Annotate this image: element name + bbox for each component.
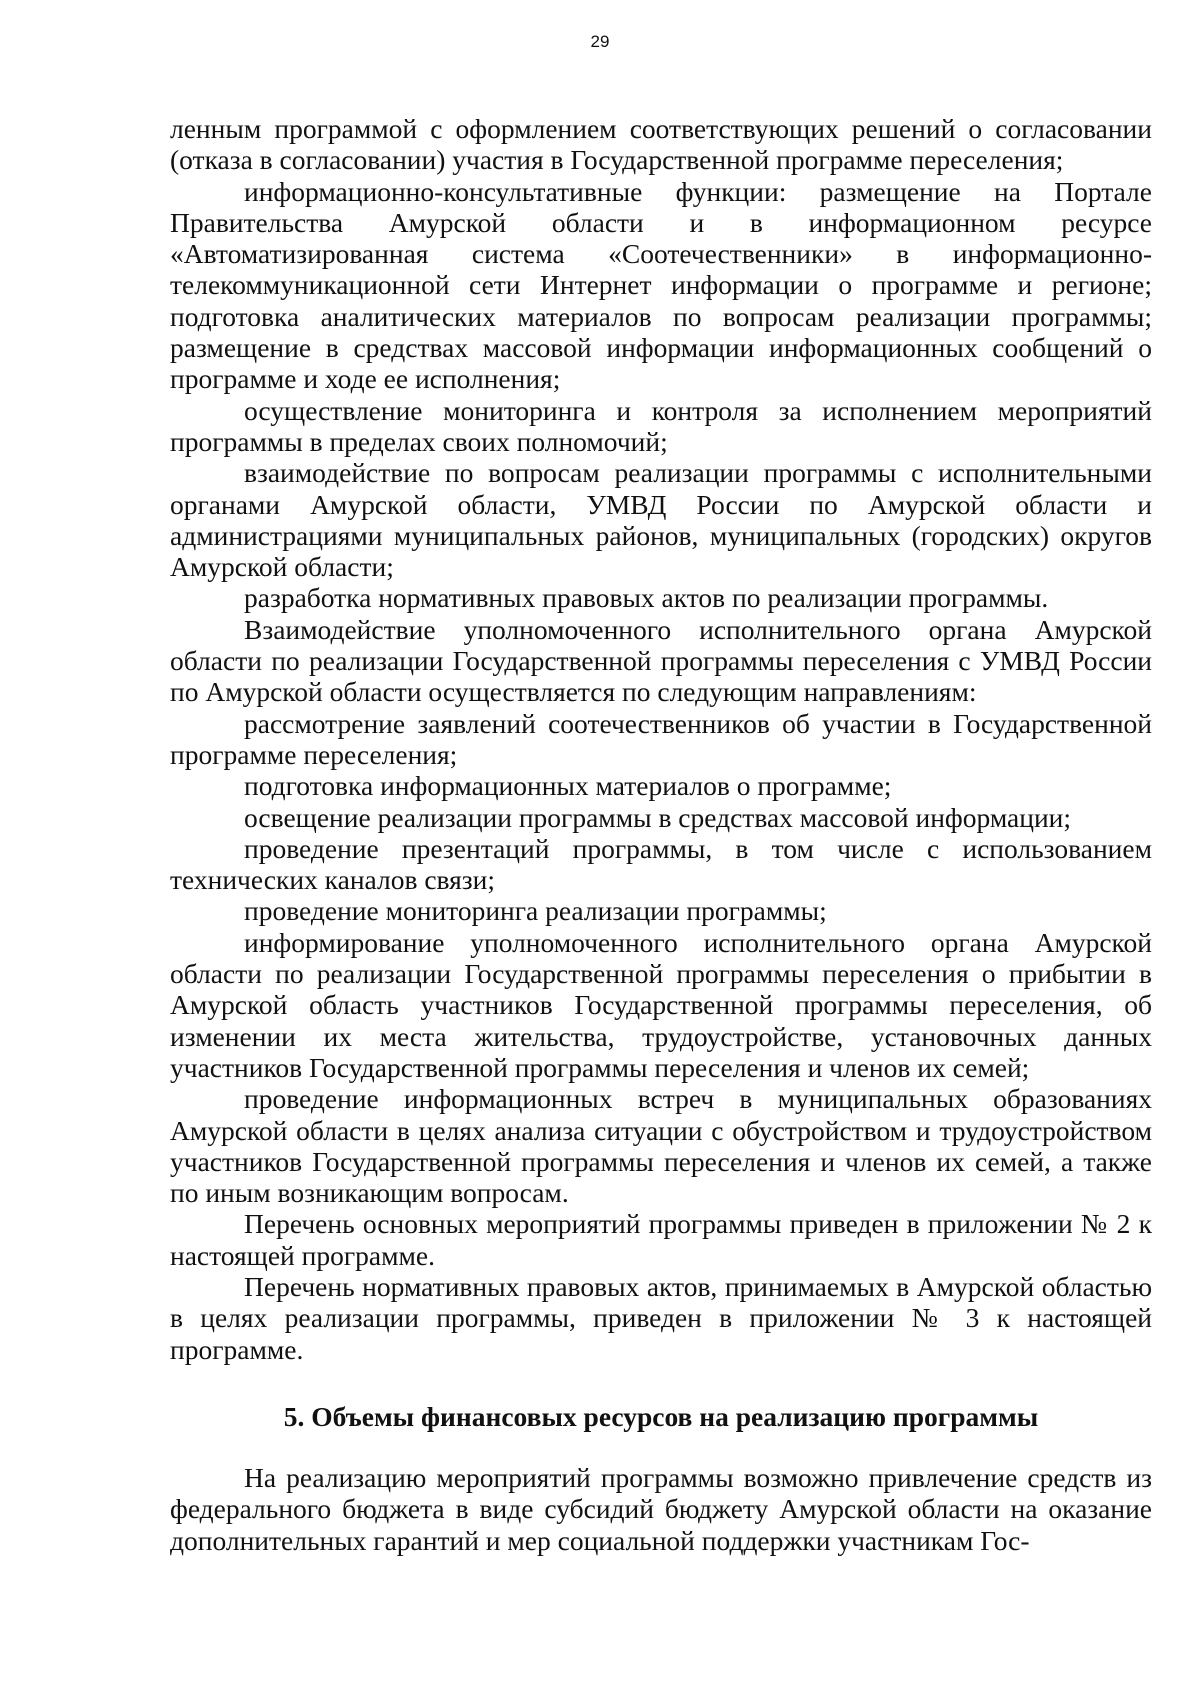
paragraph-10: проведение презентаций программы, в том числе с использованием технических каналов связи; (170, 832, 1152, 896)
paragraph-6: Взаимодействие уполномоченного исполнительного органа Амурской области по реализации Государственной программы переселения с УМВД России по Амурской области осуществляется по следующим направлениям: (170, 613, 1152, 708)
paragraph-11: проведение мониторинга реализации программы; (244, 895, 827, 927)
paragraph-1: ленным программой с оформлением соответствующих решений о согласовании (отказа в согласовании) участия в Государственной программе переселения; (170, 113, 1152, 176)
paragraph-4: взаимодействие по вопросам реализации программы с исполнительными органами Амурской области, УМВД России по Амурской области и администрациями муниципальных районов, муниципальных (городских) округов Амурской области; (170, 457, 1152, 583)
document-body (170, 113, 1152, 1556)
paragraph-14: Перечень основных мероприятий программы приведен в приложении № 2 к настоящей программе. (170, 1208, 1152, 1271)
paragraph-9: освещение реализации программы в средствах массовой информации; (244, 801, 1072, 833)
paragraph-3: осуществление мониторинга и контроля за исполнением мероприятий программы в пределах своих полномочий; (170, 394, 1152, 457)
paragraph-2: информационно-консультативные функции: размещение на Портале Правительства Амурской области и в информационном ресурсе «Автоматизированная система «Соотечественники» в информационно-телекоммуникационной сети Интернет информации о программе и регионе; подготовка аналитических материалов по вопросам реализации программы; размещение в средствах массовой информации информационных сообщений о программе и ходе ее исполнения; (170, 175, 1152, 395)
paragraph-13: проведение информационных встреч в муниципальных образованиях Амурской области в целях анализа ситуации с обустройством и трудоустройством участников Государственной программы переселения и членов их семей, а также по иным возникающим вопросам. (170, 1083, 1152, 1209)
final-paragraph: На реализацию мероприятий программы возможно привлечение средств из федерального бюджета в виде субсидий бюджету Амурской области на оказание дополнительных гарантий и мер социальной поддержки участникам Гос- (170, 1462, 1152, 1556)
section-heading: 5. Объемы финансовых ресурсов на реализацию программы (283, 1400, 1039, 1432)
paragraph-8: подготовка информационных материалов о программе; (244, 770, 892, 802)
paragraph-7: рассмотрение заявлений соотечественников об участии в Государственной программе переселения; (170, 707, 1152, 770)
paragraph-12: информирование уполномоченного исполнительного органа Амурской области по реализации Государственной программы переселения о прибытии в Амурской область участников Государственной программы переселения, об изменении их места жительства, трудоустройстве, установочных данных участников Государственной программы переселения и членов их семей; (170, 926, 1152, 1083)
paragraph-5: разработка нормативных правовых актов по реализации программы. (244, 582, 1049, 614)
paragraph-15: Перечень нормативных правовых актов, принимаемых в Амурской областью в целях реализации программы, приведен в приложении № 3 к настоящей программе. (170, 1270, 1152, 1365)
page-number: 29 (590, 32, 610, 51)
